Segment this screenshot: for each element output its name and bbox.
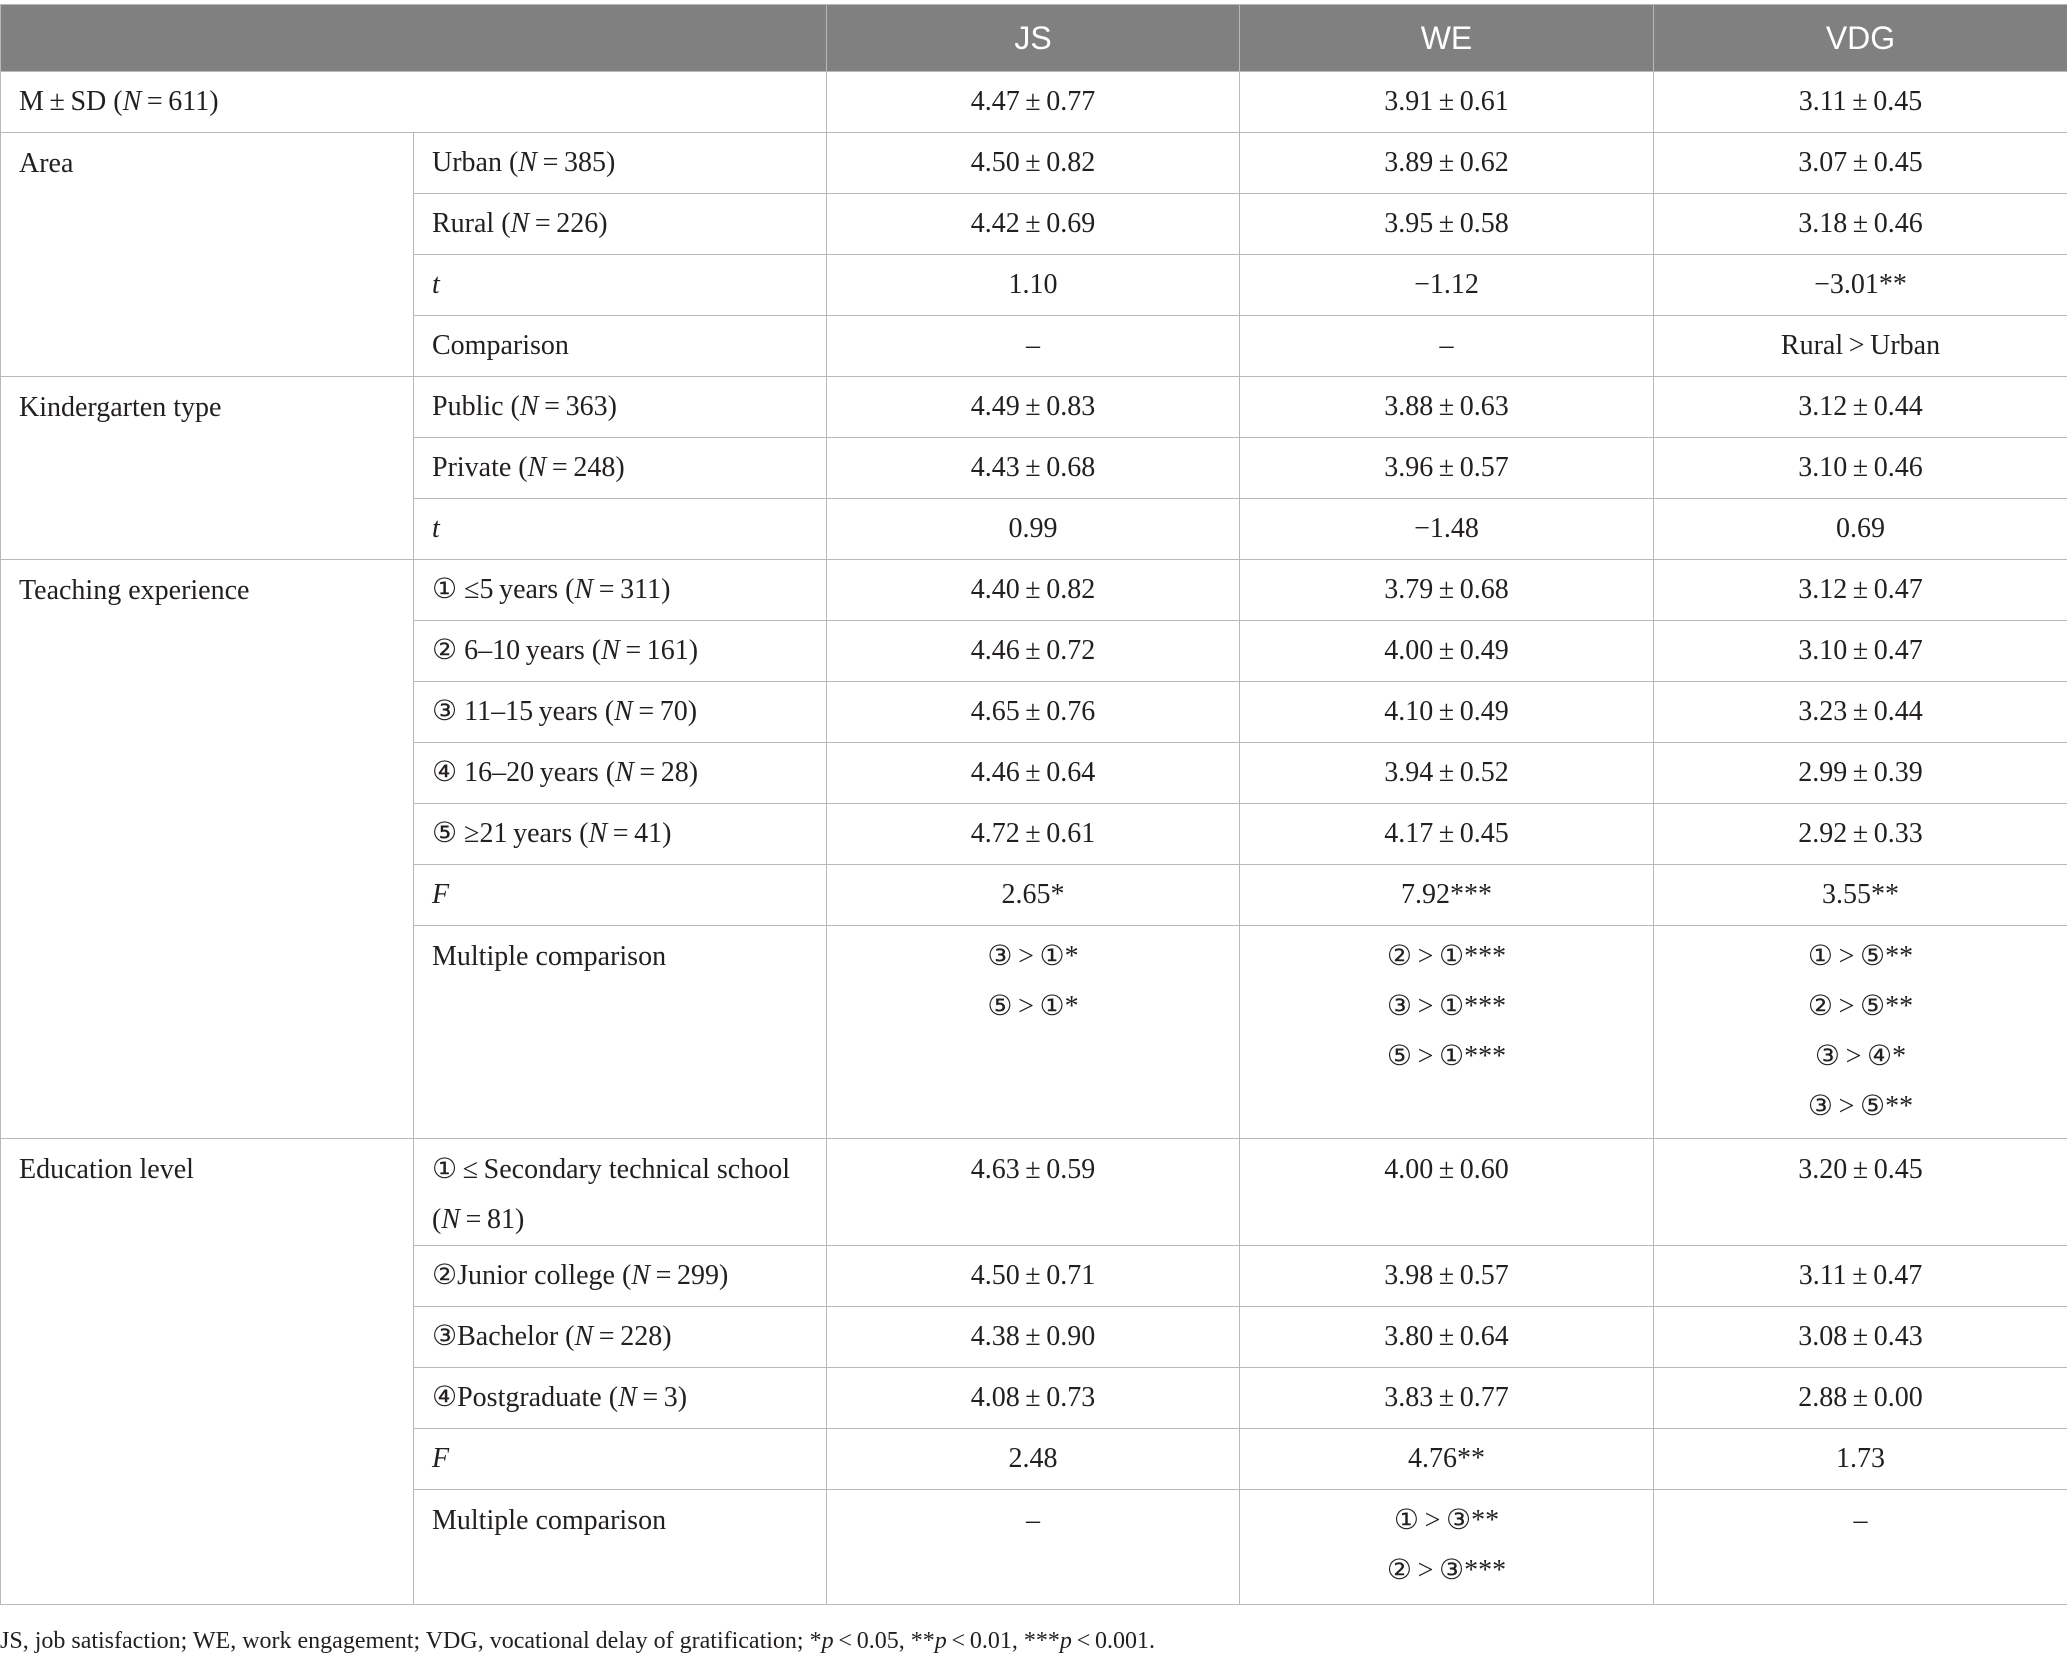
cell-we: 4.76**: [1240, 1429, 1654, 1490]
cell-js: 4.50 ± 0.82: [827, 133, 1240, 194]
cell-js: 0.99: [827, 499, 1240, 560]
cell-we: 3.89 ± 0.62: [1240, 133, 1654, 194]
row-label-text: ② 6–10 years (: [432, 635, 602, 666]
cell-js: 4.72 ± 0.61: [827, 804, 1240, 865]
row-label: [414, 133, 827, 194]
table-row: [1, 377, 2067, 438]
row-label-variable: t: [432, 513, 440, 544]
cell-vdg-comparisons: [1654, 926, 2067, 1139]
cell-js: 1.10: [827, 255, 1240, 316]
comparison-item: –: [1853, 1505, 1868, 1536]
row-label-variable: N: [614, 696, 633, 727]
row-label: [414, 743, 827, 804]
row-label: [414, 1246, 827, 1307]
cell-js: 4.47 ± 0.77: [827, 72, 1240, 133]
cell-vdg: 3.55**: [1654, 865, 2067, 926]
cell-vdg: 1.73: [1654, 1429, 2067, 1490]
group-label-area: Area: [1, 133, 414, 377]
row-label-text: = 28): [633, 757, 699, 788]
row-label-text: = 311): [593, 574, 671, 605]
cell-vdg: 2.92 ± 0.33: [1654, 804, 2067, 865]
row-label-text: = 3): [636, 1382, 688, 1413]
cell-vdg: 3.07 ± 0.45: [1654, 133, 2067, 194]
cell-js: 4.50 ± 0.71: [827, 1246, 1240, 1307]
cell-vdg: 3.11 ± 0.47: [1654, 1246, 2067, 1307]
cell-we: −1.48: [1240, 499, 1654, 560]
row-label-text: Private (: [432, 452, 528, 483]
cell-vdg: 2.88 ± 0.00: [1654, 1368, 2067, 1429]
cell-js: 4.49 ± 0.83: [827, 377, 1240, 438]
row-label-text: [432, 1195, 808, 1245]
row-label: Multiple comparison: [414, 926, 827, 1139]
row-label-variable: N: [615, 757, 634, 788]
cell-js: 4.43 ± 0.68: [827, 438, 1240, 499]
comparison-item: ③ > ⑤**: [1807, 1091, 1914, 1122]
footnote-p: p: [821, 1628, 834, 1654]
row-label-variable: N: [574, 574, 594, 605]
cell-we: 4.00 ± 0.60: [1240, 1139, 1654, 1246]
row-label: [414, 499, 827, 560]
cell-vdg: 3.11 ± 0.45: [1654, 72, 2067, 133]
row-label-text: ① ≤5 years (: [432, 574, 575, 605]
comparison-item: ② > ⑤**: [1807, 991, 1914, 1022]
row-label: [414, 1307, 827, 1368]
row-label-text: Rural (: [432, 208, 511, 239]
row-label-text: = 248): [546, 452, 625, 483]
row-label-variable: N: [122, 86, 142, 117]
footnote-p: p: [1059, 1628, 1072, 1654]
cell-we: –: [1240, 316, 1654, 377]
cell-js: 4.65 ± 0.76: [827, 682, 1240, 743]
row-label-variable: N: [527, 452, 547, 483]
row-label-text: = 81): [460, 1204, 525, 1235]
cell-we: 3.80 ± 0.64: [1240, 1307, 1654, 1368]
row-label-text: = 228): [593, 1321, 672, 1352]
column-header-js: JS: [827, 5, 1240, 72]
row-label-text: = 611): [141, 86, 219, 117]
cell-vdg: Rural > Urban: [1654, 316, 2067, 377]
column-header-we: WE: [1240, 5, 1654, 72]
cell-we-comparisons: [1240, 926, 1654, 1139]
row-label: [414, 1368, 827, 1429]
cell-vdg: 3.23 ± 0.44: [1654, 682, 2067, 743]
row-label: [414, 1429, 827, 1490]
cell-js: 4.63 ± 0.59: [827, 1139, 1240, 1246]
column-header-vdg: VDG: [1654, 5, 2067, 72]
footnote-threshold-2: < 0.01, ***: [946, 1628, 1060, 1654]
cell-we: 4.00 ± 0.49: [1240, 621, 1654, 682]
cell-we: −1.12: [1240, 255, 1654, 316]
row-label-text: M ± SD (: [19, 86, 123, 117]
footnote-threshold-1: < 0.05, **: [833, 1628, 935, 1654]
row-label: [414, 255, 827, 316]
row-label-text: = 299): [649, 1260, 729, 1291]
row-label-variable: N: [441, 1204, 461, 1235]
row-label: [414, 377, 827, 438]
row-label-text: ⑤ ≥21 years (: [432, 818, 589, 849]
cell-vdg: −3.01**: [1654, 255, 2067, 316]
comparison-item: ⑤ > ①*: [987, 991, 1079, 1022]
cell-we: 3.98 ± 0.57: [1240, 1246, 1654, 1307]
row-label: [414, 804, 827, 865]
row-label-variable: F: [432, 1443, 450, 1474]
row-label: [414, 560, 827, 621]
group-label-education: Education level: [1, 1139, 414, 1605]
cell-js: –: [827, 316, 1240, 377]
row-label: [414, 621, 827, 682]
row-label-text: Comparison: [432, 330, 569, 361]
cell-vdg: 3.12 ± 0.47: [1654, 560, 2067, 621]
row-label-text: (: [432, 1204, 442, 1235]
comparison-item: ① > ③**: [1393, 1505, 1500, 1536]
row-label-text: = 226): [529, 208, 608, 239]
row-label-text: = 161): [619, 635, 699, 666]
cell-we: 3.83 ± 0.77: [1240, 1368, 1654, 1429]
comparison-item: ② > ③***: [1386, 1555, 1507, 1586]
row-label: Multiple comparison: [414, 1490, 827, 1605]
comparison-item: ① > ⑤**: [1807, 941, 1914, 972]
cell-we: 4.17 ± 0.45: [1240, 804, 1654, 865]
cell-vdg: 3.18 ± 0.46: [1654, 194, 2067, 255]
table-row: [1, 133, 2067, 194]
cell-vdg: 3.12 ± 0.44: [1654, 377, 2067, 438]
cell-js: 4.40 ± 0.82: [827, 560, 1240, 621]
row-label-variable: N: [574, 1321, 594, 1352]
cell-js: 4.42 ± 0.69: [827, 194, 1240, 255]
row-label-variable: N: [518, 147, 537, 178]
table-body: [1, 72, 2067, 1605]
row-label-variable: N: [601, 635, 620, 666]
row-label-text: = 385): [536, 147, 616, 178]
row-label-text: = 363): [538, 391, 617, 422]
row-label-variable: t: [432, 269, 440, 300]
cell-js: 4.46 ± 0.72: [827, 621, 1240, 682]
group-label-teaching: Teaching experience: [1, 560, 414, 1139]
header-blank-cell: [1, 5, 827, 72]
cell-we: 3.94 ± 0.52: [1240, 743, 1654, 804]
row-label: [414, 682, 827, 743]
row-label-text: = 41): [607, 818, 672, 849]
cell-js: 4.08 ± 0.73: [827, 1368, 1240, 1429]
row-label-text: ④ 16–20 years (: [432, 757, 616, 788]
comparison-item: ③ > ①***: [1386, 991, 1507, 1022]
cell-vdg: 3.08 ± 0.43: [1654, 1307, 2067, 1368]
cell-we-comparisons: [1240, 1490, 1654, 1605]
table-footnote: [0, 1628, 1155, 1655]
table-row: [1, 560, 2067, 621]
cell-vdg: 3.20 ± 0.45: [1654, 1139, 2067, 1246]
cell-we: 7.92***: [1240, 865, 1654, 926]
comparison-item: ⑤ > ①***: [1386, 1041, 1507, 1072]
cell-we: 3.88 ± 0.63: [1240, 377, 1654, 438]
cell-we: 3.91 ± 0.61: [1240, 72, 1654, 133]
footnote-p: p: [934, 1628, 947, 1654]
cell-vdg: 3.10 ± 0.46: [1654, 438, 2067, 499]
comparison-item: ② > ①***: [1386, 941, 1507, 972]
header-row: [1, 5, 2067, 72]
row-label-text: ②Junior college (: [432, 1260, 632, 1291]
row-label: [414, 1139, 827, 1246]
cell-vdg: 3.10 ± 0.47: [1654, 621, 2067, 682]
row-label-variable: N: [631, 1260, 650, 1291]
cell-we: 3.79 ± 0.68: [1240, 560, 1654, 621]
comparison-item: –: [1026, 1505, 1040, 1536]
footnote-threshold-3: < 0.001.: [1071, 1628, 1156, 1654]
comparison-item: ③ > ①*: [987, 941, 1079, 972]
row-label-text: ① ≤ Secondary technical school: [432, 1154, 791, 1185]
row-label-text: Public (: [432, 391, 520, 422]
descriptive-statistics-table: [0, 4, 2067, 1605]
row-label-text: ③ 11–15 years (: [432, 696, 615, 727]
group-label-kindergarten: Kindergarten type: [1, 377, 414, 560]
table-row: [1, 1139, 2067, 1246]
row-label-overall: [1, 72, 827, 133]
cell-js-comparisons: [827, 926, 1240, 1139]
footnote-definitions: JS, job satisfaction; WE, work engagement; VDG, vocational delay of gratification; *: [0, 1628, 822, 1654]
cell-js: 4.38 ± 0.90: [827, 1307, 1240, 1368]
row-label: [414, 316, 827, 377]
row-label-text: ④Postgraduate (: [432, 1382, 619, 1413]
row-label-variable: N: [519, 391, 539, 422]
row-label-variable: N: [588, 818, 608, 849]
cell-vdg: 2.99 ± 0.39: [1654, 743, 2067, 804]
cell-we: 3.96 ± 0.57: [1240, 438, 1654, 499]
row-label-variable: N: [618, 1382, 637, 1413]
cell-vdg: 0.69: [1654, 499, 2067, 560]
cell-vdg-comparisons: [1654, 1490, 2067, 1605]
comparison-item: ③ > ④*: [1814, 1041, 1907, 1072]
row-label: [414, 438, 827, 499]
cell-js: 2.65*: [827, 865, 1240, 926]
row-label-text: ③Bachelor (: [432, 1321, 575, 1352]
row-label-variable: F: [432, 879, 450, 910]
row-label-variable: N: [510, 208, 530, 239]
row-label-text: Urban (: [432, 147, 519, 178]
row-label-text: = 70): [632, 696, 698, 727]
cell-js: 4.46 ± 0.64: [827, 743, 1240, 804]
table-row-overall: [1, 72, 2067, 133]
cell-we: 3.95 ± 0.58: [1240, 194, 1654, 255]
row-label: [414, 194, 827, 255]
cell-js-comparisons: [827, 1490, 1240, 1605]
row-label: [414, 865, 827, 926]
cell-js: 2.48: [827, 1429, 1240, 1490]
cell-we: 4.10 ± 0.49: [1240, 682, 1654, 743]
